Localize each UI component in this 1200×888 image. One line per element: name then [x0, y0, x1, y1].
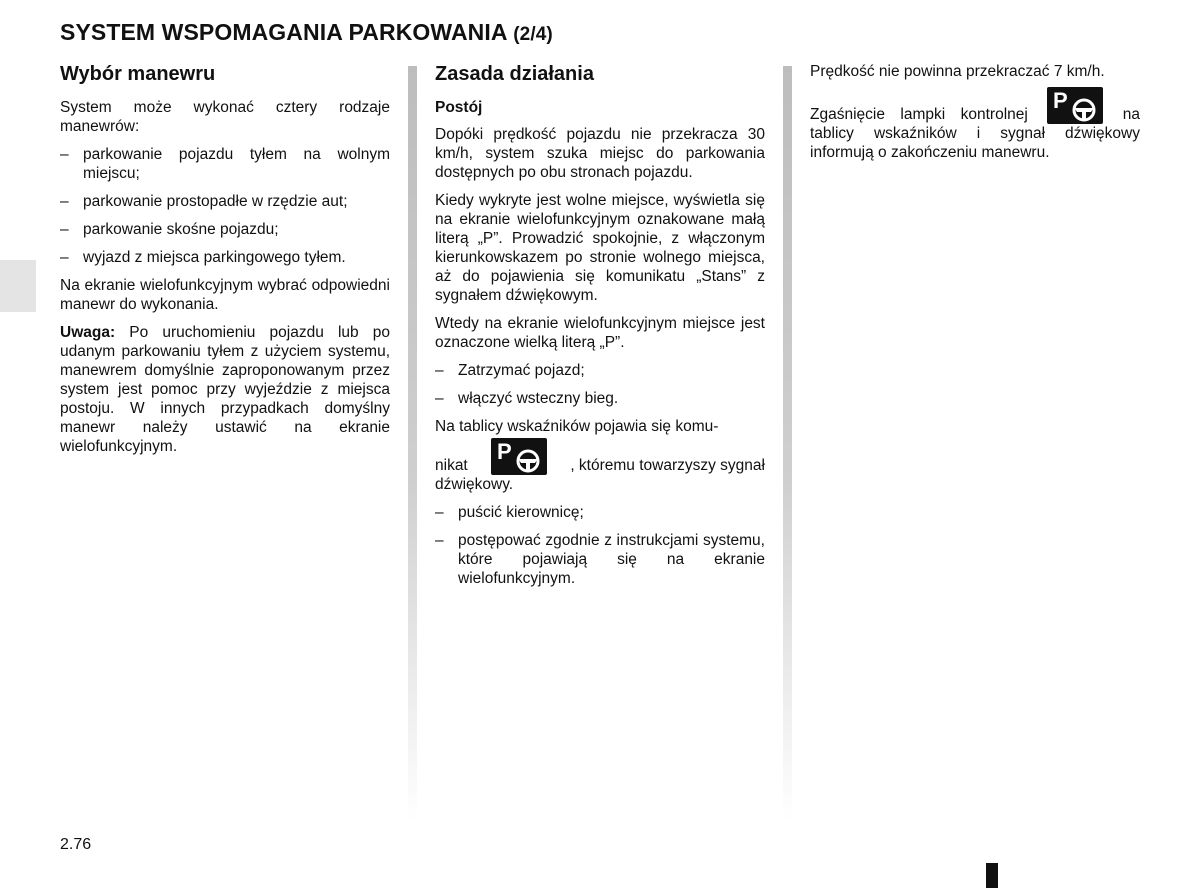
- note-label: Uwaga:: [60, 324, 116, 341]
- column-divider-2: [783, 66, 792, 821]
- chapter-tab: [0, 260, 36, 312]
- list-item: – Zatrzymać pojazd;: [435, 361, 765, 380]
- icon-letter: P: [497, 439, 512, 464]
- page-title: [60, 19, 553, 46]
- paragraph: Wtedy na ekranie wielofunkcyjnym miejsce jest oznaczone wielką literą „P”.: [435, 315, 765, 351]
- list-item: – postępować zgodnie z instrukcjami systemu, które pojawiają się na ekranie wielofunkcyjnym.: [435, 531, 765, 588]
- parking-assist-steering-icon: [1047, 87, 1103, 124]
- paragraph-fragment: na tablicy wskaźników i sygnał dźwiękowy informują o zakończeniu manewru.: [810, 106, 1140, 161]
- page-corner-marker: [986, 863, 998, 888]
- steps-list-a: [435, 361, 765, 408]
- list-item: – parkowanie skośne pojazdu;: [60, 220, 390, 239]
- paragraph: Na ekranie wielofunkcyjnym wybrać odpowiedni manewr do wykonania.: [60, 277, 390, 313]
- section-heading: Wybór manewru: [60, 63, 216, 85]
- paragraph: Dopóki prędkość pojazdu nie przekracza 30 km/h, system szuka miejsc do parkowania dostępnych po obu stronach pojazdu.: [435, 126, 765, 181]
- list-item: – parkowanie prostopadłe w rzędzie aut;: [60, 192, 390, 211]
- page-title-text: SYSTEM WSPOMAGANIA PARKOWANIA: [60, 19, 507, 45]
- note-paragraph: [60, 323, 390, 456]
- icon-letter: P: [1053, 88, 1068, 113]
- section-heading: Zasada działania: [435, 63, 594, 85]
- steps-list-b: [435, 503, 765, 588]
- column-maneuver-selection: [60, 62, 390, 465]
- page-number: 2.76: [60, 836, 92, 853]
- paragraph: Prędkość nie powinna przekraczać 7 km/h.: [810, 63, 1105, 80]
- paragraph-with-icon: [435, 417, 765, 494]
- list-item: – parkowanie pojazdu tyłem na wolnym miejscu;: [60, 145, 390, 183]
- column-divider-1: [408, 66, 417, 821]
- paragraph-fragment: Zgaśnięcie lampki kontrolnej: [810, 106, 1028, 123]
- paragraph-fragment: nikat: [435, 457, 468, 474]
- paragraph: Kiedy wykryte jest wolne miejsce, wyświetla się na ekranie wielofunkcyjnym oznakowane małą literą „P”. Prowadzić spokojnie, z włączonym kierunkowskazem po stronie wolnego miejsca, aż do pojawienia się komunikatu „Stans” z sygnałem dźwiękowym.: [435, 192, 765, 304]
- paragraph-line: Na tablicy wskaźników pojawia się komu-: [435, 418, 719, 435]
- subsection-heading: Postój: [435, 99, 483, 116]
- list-item: – wyjazd z miejsca parkingowego tyłem.: [60, 248, 390, 267]
- paragraph-fragment: , któremu towarzyszy sygnał: [570, 457, 765, 474]
- paragraph-with-icon: [810, 87, 1140, 162]
- maneuver-list: [60, 145, 390, 267]
- list-item: – puścić kierownicę;: [435, 503, 765, 522]
- note-text: Po uruchomieniu pojazdu lub po udanym parkowaniu tyłem z użyciem systemu, manewrem domyślnie zaproponowanym przez system jest pomoc przy wyjeździe z miejsca postoju. W innych przypadkach domyślny manewr należy ustawić na ekranie wielofunkcyjnym.: [60, 324, 390, 455]
- paragraph-line: dźwiękowy.: [435, 476, 514, 493]
- list-item: – włączyć wsteczny bieg.: [435, 389, 765, 408]
- parking-assist-steering-icon: [491, 438, 547, 475]
- column-operating-principle: [435, 62, 765, 597]
- page-fraction: (2/4): [513, 24, 553, 45]
- paragraph: System może wykonać cztery rodzaje manewrów:: [60, 99, 390, 135]
- column-end-of-maneuver: [810, 62, 1140, 162]
